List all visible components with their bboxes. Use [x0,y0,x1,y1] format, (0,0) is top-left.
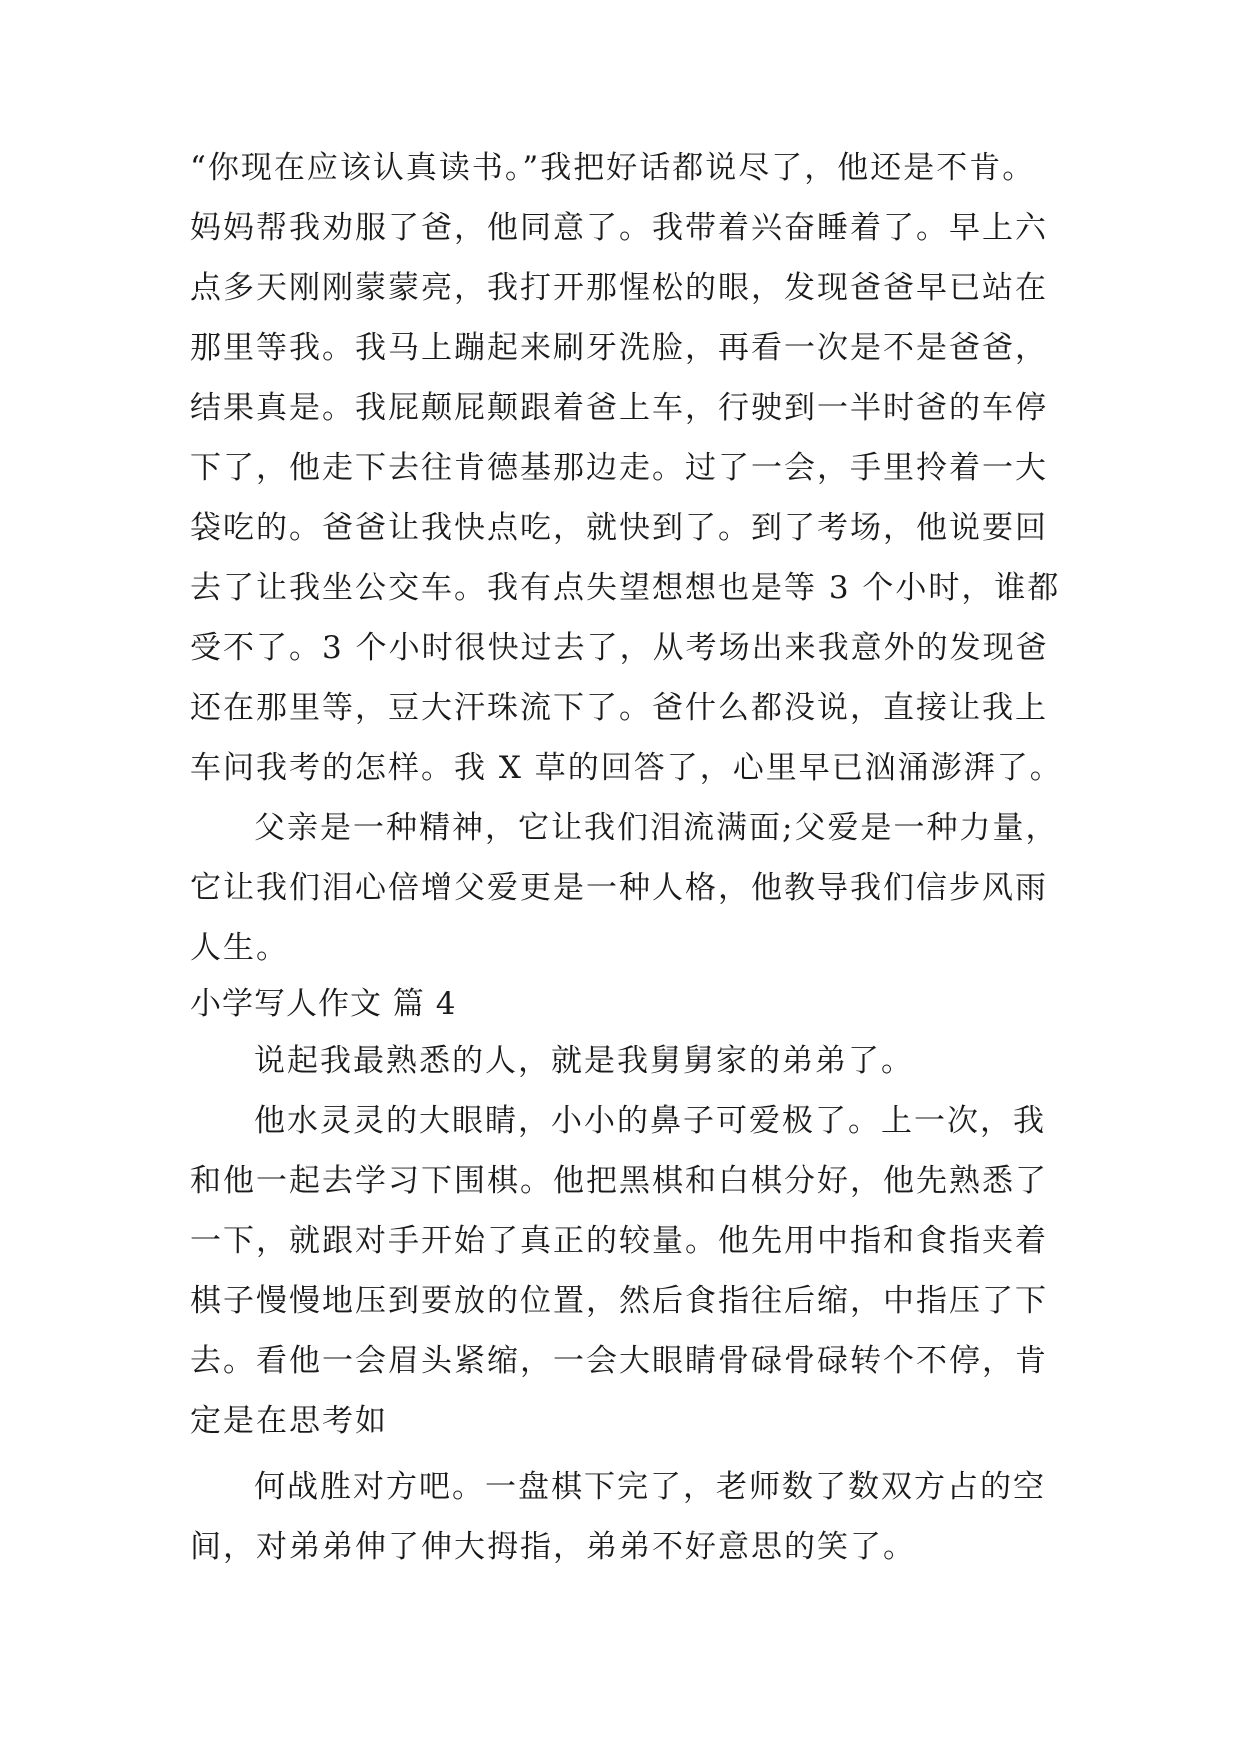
text-line: 棋子慢慢地压到要放的位置，然后食指往后缩，中指压了下 [190,1283,1048,1319]
text-line: “你现在应该认真读书。”我把好话都说尽了，他还是不肯。 [190,150,1036,186]
text-line: 车问我考的怎样。我 X 草的回答了，心里早已汹涌澎湃了。 [190,750,1063,786]
text-line: 间，对弟弟伸了伸大拇指，弟弟不好意思的笑了。 [190,1529,916,1565]
text-line: 一下，就跟对手开始了真正的较量。他先用中指和食指夹着 [190,1223,1048,1259]
text-line: 受不了。3 个小时很快过去了，从考场出来我意外的发现爸 [190,630,1049,666]
text-line: 下了，他走下去往肯德基那边走。过了一会，手里拎着一大 [190,450,1048,486]
text-line: 去。看他一会眉头紧缩，一会大眼睛骨碌骨碌转个不停，肯 [190,1343,1048,1379]
text-line: 那里等我。我马上蹦起来刷牙洗脸，再看一次是不是爸爸， [190,330,1048,366]
text-line: 和他一起去学习下围棋。他把黑棋和白棋分好，他先熟悉了 [190,1163,1048,1199]
paragraph-start-line: 说起我最熟悉的人，就是我舅舅家的弟弟了。 [254,1043,914,1079]
text-line: 袋吃的。爸爸让我快点吃，就快到了。到了考场，他说要回 [190,510,1048,546]
text-line: 定是在思考如 [190,1403,388,1439]
text-line: 点多天刚刚蒙蒙亮，我打开那惺松的眼，发现爸爸早已站在 [190,270,1048,306]
text-line: 还在那里等，豆大汗珠流下了。爸什么都没说，直接让我上 [190,690,1048,726]
text-line: 它让我们泪心倍增父爱更是一种人格，他教导我们信步风雨 [190,870,1048,906]
text-line: 结果真是。我屁颠屁颠跟着爸上车，行驶到一半时爸的车停 [190,390,1048,426]
section-heading: 小学写人作文 篇 4 [190,986,457,1022]
paragraph-start-line: 父亲是一种精神，它让我们泪流满面;父爱是一种力量， [254,810,1059,846]
text-line: 人生。 [190,930,289,966]
text-line: 去了让我坐公交车。我有点失望想想也是等 3 个小时，谁都 [190,570,1061,606]
paragraph-start-line: 何战胜对方吧。一盘棋下完了，老师数了数双方占的空 [254,1469,1046,1505]
paragraph-start-line: 他水灵灵的大眼睛，小小的鼻子可爱极了。上一次，我 [254,1103,1046,1139]
text-line: 妈妈帮我劝服了爸，他同意了。我带着兴奋睡着了。早上六 [190,210,1048,246]
